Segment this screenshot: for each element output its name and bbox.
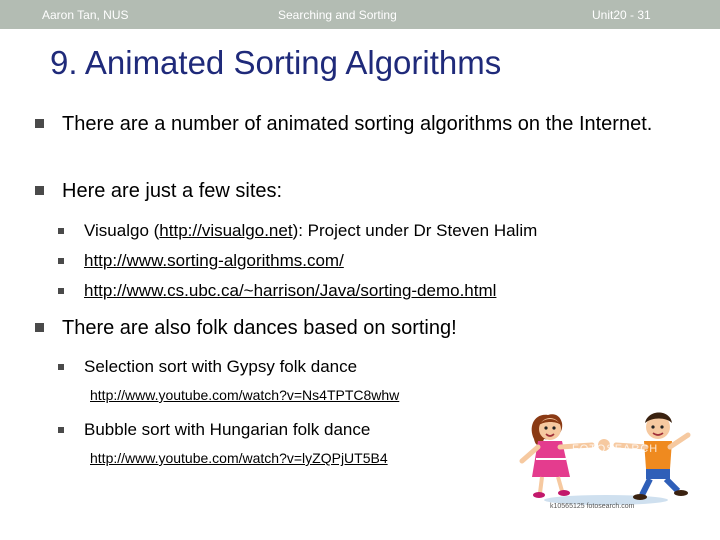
bullet-folk-dances [35, 314, 690, 342]
bullet-text: There are also folk dances based on sorting! [62, 317, 457, 339]
square-bullet-icon [58, 364, 64, 370]
dance-item-bubble-sort [58, 419, 370, 441]
bullet-text: Here are just a few sites: [62, 180, 283, 202]
site-text-suffix: ): Project under Dr Steven Halim [292, 221, 538, 240]
dance-text: Bubble sort with Hungarian folk dance [84, 420, 371, 439]
header-page-number: Unit20 - 31 [592, 8, 651, 22]
bullet-text: There are a number of animated sorting algorithms on the Internet. [62, 113, 653, 135]
dance-text: Selection sort with Gypsy folk dance [84, 357, 358, 376]
site-text-prefix: Visualgo ( [84, 221, 160, 240]
square-bullet-icon [35, 119, 44, 128]
square-bullet-icon [35, 186, 44, 195]
selection-sort-video-link[interactable]: http://www.youtube.com/watch?v=Ns4TPTC8whw [90, 387, 400, 403]
square-bullet-icon [58, 228, 64, 234]
square-bullet-icon [35, 323, 44, 332]
site-item-ubc-demo [58, 280, 496, 302]
sorting-algorithms-link[interactable]: http://www.sorting-algorithms.com/ [84, 251, 344, 270]
bullet-animated-algorithms [35, 110, 690, 138]
visualgo-link[interactable]: http://visualgo.net [159, 221, 293, 240]
dance-item-selection-sort [58, 356, 357, 378]
square-bullet-icon [58, 288, 64, 294]
site-item-sorting-algorithms [58, 250, 344, 272]
slide-title: 9. Animated Sorting Algorithms [50, 44, 502, 81]
bullet-few-sites [35, 177, 690, 205]
dancing-children-illustration-icon [512, 399, 700, 514]
square-bullet-icon [58, 258, 64, 264]
bubble-sort-video-link[interactable]: http://www.youtube.com/watch?v=lyZQPjUT5B4 [90, 450, 388, 466]
image-caption: k10565125 fotosearch.com [550, 503, 635, 510]
header-author: Aaron Tan, NUS [42, 8, 129, 22]
header-topic: Searching and Sorting [278, 8, 397, 22]
square-bullet-icon [58, 427, 64, 433]
ubc-sorting-demo-link[interactable]: http://www.cs.ubc.ca/~harrison/Java/sorting-demo.html [84, 281, 497, 300]
site-item-visualgo [58, 220, 537, 242]
header-bar [0, 0, 720, 29]
image-watermark: FOTOSEARCH [572, 443, 659, 455]
